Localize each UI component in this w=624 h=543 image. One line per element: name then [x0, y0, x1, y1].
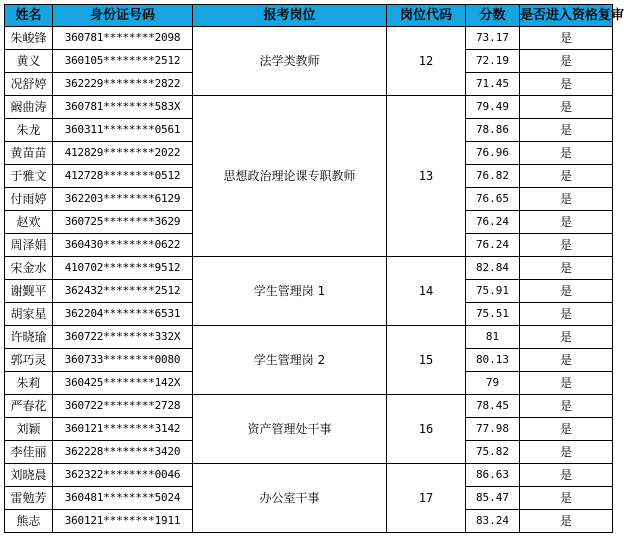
cell-pass: 是	[520, 27, 613, 50]
cell-pass: 是	[520, 349, 613, 372]
cell-id: 412728********0512	[53, 165, 193, 188]
cell-score: 86.63	[466, 464, 520, 487]
cell-id: 360733********0080	[53, 349, 193, 372]
cell-pass: 是	[520, 165, 613, 188]
cell-name: 朱峻锋	[5, 27, 53, 50]
cell-id: 360481********5024	[53, 487, 193, 510]
cell-score: 72.19	[466, 50, 520, 73]
cell-name: 于雅文	[5, 165, 53, 188]
cell-score: 76.65	[466, 188, 520, 211]
cell-code: 17	[387, 464, 466, 533]
cell-code: 12	[387, 27, 466, 96]
cell-code: 15	[387, 326, 466, 395]
table-row	[5, 464, 613, 487]
cell-name: 谢觐平	[5, 280, 53, 303]
cell-pass: 是	[520, 188, 613, 211]
cell-name: 宋金水	[5, 257, 53, 280]
cell-score: 79	[466, 372, 520, 395]
cell-code: 14	[387, 257, 466, 326]
cell-pass: 是	[520, 142, 613, 165]
cell-post: 资产管理处干事	[193, 395, 387, 464]
cell-pass: 是	[520, 280, 613, 303]
cell-score: 82.84	[466, 257, 520, 280]
cell-score: 80.13	[466, 349, 520, 372]
header-name: 姓名	[5, 5, 53, 27]
cell-pass: 是	[520, 487, 613, 510]
cell-pass: 是	[520, 510, 613, 533]
cell-pass: 是	[520, 119, 613, 142]
cell-score: 76.24	[466, 211, 520, 234]
cell-code: 13	[387, 96, 466, 257]
cell-name: 胡家星	[5, 303, 53, 326]
cell-pass: 是	[520, 234, 613, 257]
cell-name: 周泽娟	[5, 234, 53, 257]
cell-post: 学生管理岗 2	[193, 326, 387, 395]
cell-name: 李佳丽	[5, 441, 53, 464]
cell-score: 85.47	[466, 487, 520, 510]
cell-name: 黄义	[5, 50, 53, 73]
cell-score: 81	[466, 326, 520, 349]
cell-id: 360425********142X	[53, 372, 193, 395]
header-post: 报考岗位	[193, 5, 387, 27]
cell-name: 朱莉	[5, 372, 53, 395]
cell-id: 412829********2022	[53, 142, 193, 165]
cell-score: 73.17	[466, 27, 520, 50]
cell-score: 75.82	[466, 441, 520, 464]
cell-name: 黄苗苗	[5, 142, 53, 165]
table-row	[5, 395, 613, 418]
cell-name: 赵欢	[5, 211, 53, 234]
cell-post: 办公室干事	[193, 464, 387, 533]
cell-id: 360311********0561	[53, 119, 193, 142]
table-body	[5, 27, 613, 533]
cell-pass: 是	[520, 303, 613, 326]
cell-name: 熊志	[5, 510, 53, 533]
cell-id: 360430********0622	[53, 234, 193, 257]
cell-pass: 是	[520, 395, 613, 418]
table-row	[5, 257, 613, 280]
cell-pass: 是	[520, 73, 613, 96]
cell-id: 360781********2098	[53, 27, 193, 50]
cell-pass: 是	[520, 211, 613, 234]
cell-name: 刘晓晨	[5, 464, 53, 487]
cell-score: 71.45	[466, 73, 520, 96]
header-score: 分数	[466, 5, 520, 27]
cell-pass: 是	[520, 372, 613, 395]
cell-name: 严春花	[5, 395, 53, 418]
table-row	[5, 96, 613, 119]
cell-score: 76.96	[466, 142, 520, 165]
cell-id: 362432********2512	[53, 280, 193, 303]
cell-id: 410702********9512	[53, 257, 193, 280]
cell-id: 360722********2728	[53, 395, 193, 418]
cell-name: 阚曲涛	[5, 96, 53, 119]
cell-score: 78.45	[466, 395, 520, 418]
cell-score: 77.98	[466, 418, 520, 441]
cell-name: 许晓瑜	[5, 326, 53, 349]
cell-score: 76.82	[466, 165, 520, 188]
cell-score: 78.86	[466, 119, 520, 142]
cell-name: 刘颖	[5, 418, 53, 441]
cell-pass: 是	[520, 326, 613, 349]
cell-pass: 是	[520, 50, 613, 73]
cell-code: 16	[387, 395, 466, 464]
cell-score: 83.24	[466, 510, 520, 533]
cell-id: 360781********583X	[53, 96, 193, 119]
cell-pass: 是	[520, 441, 613, 464]
cell-id: 360722********332X	[53, 326, 193, 349]
header-row	[5, 5, 613, 27]
cell-pass: 是	[520, 257, 613, 280]
header-id: 身份证号码	[53, 5, 193, 27]
cell-pass: 是	[520, 418, 613, 441]
cell-id: 360105********2512	[53, 50, 193, 73]
cell-score: 76.24	[466, 234, 520, 257]
cell-pass: 是	[520, 96, 613, 119]
cell-id: 362228********3420	[53, 441, 193, 464]
cell-id: 362204********6531	[53, 303, 193, 326]
cell-name: 雷勉芳	[5, 487, 53, 510]
table-row	[5, 27, 613, 50]
cell-name: 况舒婷	[5, 73, 53, 96]
cell-score: 75.51	[466, 303, 520, 326]
table-row	[5, 326, 613, 349]
cell-name: 付雨婷	[5, 188, 53, 211]
cell-score: 79.49	[466, 96, 520, 119]
cell-post: 法学类教师	[193, 27, 387, 96]
cell-name: 朱龙	[5, 119, 53, 142]
cell-pass: 是	[520, 464, 613, 487]
cell-post: 思想政治理论课专职教师	[193, 96, 387, 257]
cell-name: 郭巧灵	[5, 349, 53, 372]
cell-id: 360121********3142	[53, 418, 193, 441]
header-code: 岗位代码	[387, 5, 466, 27]
cell-id: 362229********2822	[53, 73, 193, 96]
cell-post: 学生管理岗 1	[193, 257, 387, 326]
cell-id: 360121********1911	[53, 510, 193, 533]
header-pass: 是否进入资格复审	[520, 5, 613, 27]
cell-id: 360725********3629	[53, 211, 193, 234]
results-table	[4, 4, 624, 533]
cell-score: 75.91	[466, 280, 520, 303]
cell-id: 362203********6129	[53, 188, 193, 211]
cell-id: 362322********0046	[53, 464, 193, 487]
